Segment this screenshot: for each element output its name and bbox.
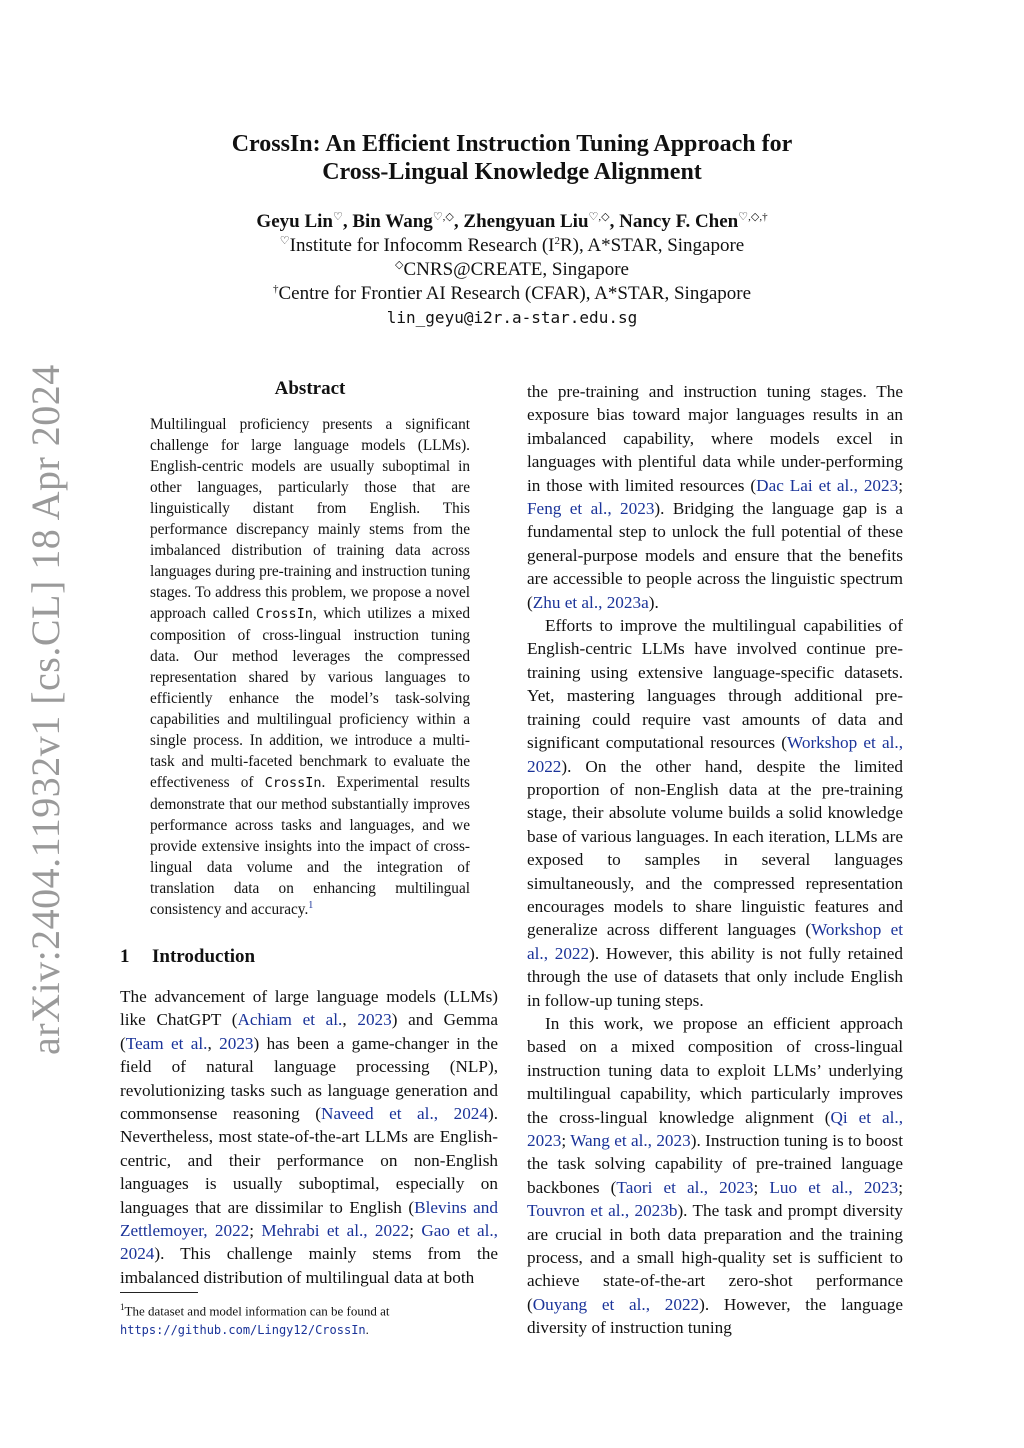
text-run: ). However, this ability is not fully retained through the use of datasets that only include English in follow-up tuning steps.	[527, 943, 903, 1010]
text-run: ;	[561, 1131, 571, 1150]
text-run: ). Nevertheless, most state-of-the-art LLMs are English-centric, and their performance on non-English languages is usually suboptimal, especially on languages that are dissimilar to English (	[120, 1104, 499, 1217]
section-heading-introduction	[120, 946, 255, 968]
citation-link[interactable]: Qi et al., 2023	[527, 1107, 903, 1150]
text-run: ;	[753, 1177, 770, 1197]
method-name-code: CrossIn	[264, 775, 322, 791]
text-run: ,	[207, 1033, 220, 1053]
citation-link[interactable]: Zhu et al., 2023a	[532, 592, 649, 612]
section-title: Introduction	[152, 946, 256, 967]
right-paragraph-3	[527, 1012, 903, 1340]
citation-link[interactable]: Workshop et al., 2022	[527, 920, 903, 963]
author-name: Geyu Lin	[256, 211, 333, 232]
citation-link[interactable]: Gao et al., 2024	[120, 1221, 498, 1264]
arxiv-identifier: arXiv:2404.11932v1 [cs.CL] 18 Apr 2024	[23, 364, 68, 1055]
text-run: ). The task and prompt diversity are crucial in both data preparation and the training process, and a small high-quality set is sufficient to achieve state-of-the-art zero-shot performance (	[527, 1201, 903, 1314]
affiliation-1	[120, 234, 904, 258]
text-run: ). Bridging the language gap is a fundamental step to unlock the full potential of these general-purpose models and ensure that the benefits are accessible to people across the linguistic spectrum (	[527, 499, 904, 612]
text-run: ). However, the language diversity of instruction tuning	[527, 1294, 903, 1338]
right-paragraph-1	[527, 380, 903, 614]
right-paragraph-2	[527, 614, 903, 1012]
citation-link[interactable]: Wang et al., 2023	[570, 1131, 691, 1150]
affiliation-superscript: 2	[554, 235, 560, 247]
citation-link[interactable]: Luo et al., 2023	[769, 1177, 899, 1197]
method-name-code: CrossIn	[255, 606, 313, 622]
text-run: ). On the other hand, despite the limited proportion of non-English data at the pre-training stage, their absolute volume builds a solid knowledge base of various languages. In each iteration, LLMs are exposed to samples in several languages simultaneously, and the compressed representation encourages models to share linguistic features and generalize across different languages (	[527, 756, 903, 940]
citation-link[interactable]: Achiam et al.	[237, 1010, 343, 1030]
footnote-text: The dataset and model information can be found at	[124, 1303, 390, 1319]
footnote	[120, 1298, 500, 1340]
repository-link[interactable]: https://github.com/Lingy12/CrossIn	[120, 1323, 366, 1338]
text-run: In this work, we propose an efficient approach based on a mixed composition of cross-lingual instruction tuning data to exploit LLMs’ underlying multilingual capability, which particularly improves the cross-lingual knowledge alignment (	[527, 1013, 903, 1127]
footnote-divider	[120, 1292, 198, 1293]
citation-link[interactable]: Blevins and Zettlemoyer, 2022	[120, 1197, 498, 1241]
citation-link[interactable]: Ouyang et al., 2022	[532, 1294, 700, 1314]
text-run: ).	[648, 592, 659, 612]
citation-link[interactable]: 2023	[357, 1010, 392, 1030]
citation-link[interactable]: Touvron et al., 2023b	[527, 1201, 678, 1221]
text-run: .	[365, 1322, 369, 1338]
abstract-text	[150, 414, 470, 920]
citation-link[interactable]: Taori et al., 2023	[616, 1177, 754, 1197]
author-name: Zhengyuan Liu	[463, 211, 589, 232]
section-number: 1	[120, 946, 130, 967]
affiliation-mark: ◇	[395, 259, 404, 271]
text-run: ;	[249, 1221, 262, 1241]
title-line-2: Cross-Lingual Knowledge Alignment	[322, 159, 702, 185]
citation-link[interactable]: Workshop et al., 2022	[527, 733, 903, 776]
citation-link[interactable]: Team et al.	[125, 1033, 208, 1053]
affiliation-text: R), A*STAR, Singapore	[559, 235, 745, 256]
right-column	[527, 380, 903, 1340]
text-run: ). This challenge mainly stems from the imbalanced distribution of multilingual data at both	[120, 1244, 498, 1287]
citation-link[interactable]: Dac Lai et al., 2023	[756, 475, 899, 495]
text-run: ) has been a game-changer in the field of natural language processing (NLP), revolutionizing tasks such as language generation and commonsense reasoning (	[120, 1033, 499, 1124]
contact-email: lin_geyu@i2r.a-star.edu.sg	[386, 308, 638, 327]
title-line-1: CrossIn: An Efficient Instruction Tuning Approach for	[231, 131, 793, 157]
text-run: ,	[342, 1010, 358, 1030]
text-run: ). Instruction tuning is to boost the task solving capability of pre-trained language backbones (	[527, 1131, 903, 1197]
author-marks: ♡	[332, 211, 343, 223]
citation-link[interactable]: 2023	[219, 1033, 254, 1053]
paper-title	[120, 130, 904, 186]
affiliation-2	[120, 258, 904, 282]
text-run: ;	[898, 475, 903, 495]
author-marks: ♡,◇,†	[738, 211, 768, 223]
citation-link[interactable]: Naveed et al., 2024	[321, 1104, 488, 1124]
author-list: Geyu Lin♡, Bin Wang♡,◇, Zhengyuan Liu♡,◇, Nancy F. Chen♡,◇,†	[256, 211, 768, 232]
author-name: Bin Wang	[352, 211, 433, 232]
text-run: Efforts to improve the multilingual capabilities of English-centric LLMs have involved continue pre-training using extensive language-specific datasets. Yet, mastering languages through additional pre-training could require vast amounts of data and significant computational resources (	[527, 616, 903, 753]
footnote-marker[interactable]: 1	[308, 900, 314, 911]
text-run: Multilingual proficiency presents a significant challenge for large language models (LLMs). English-centric models are usually suboptimal in other languages, particularly those that are linguistically distant from English. This performance discrepancy mainly stems from the imbalanced distribution of training data across languages during pre-training and instruction tuning stages. To address this problem, we propose a novel approach called	[150, 416, 470, 622]
affiliation-text: Institute for Infocomm Research (I	[289, 235, 555, 256]
author-marks: ♡,◇	[588, 211, 610, 223]
author-block	[120, 210, 904, 330]
affiliation-text: CNRS@CREATE, Singapore	[403, 259, 629, 280]
citation-link[interactable]: Mehrabi et al., 2022	[261, 1221, 410, 1241]
affiliation-text: Centre for Frontier AI Research (CFAR), A*STAR, Singapore	[278, 283, 752, 304]
footnote-number: 1	[120, 1302, 125, 1312]
author-marks: ♡,◇	[432, 211, 454, 223]
text-run: ;	[409, 1221, 422, 1241]
intro-paragraph-1	[120, 985, 498, 1289]
text-run: . Experimental results demonstrate that our method substantially improves performance across tasks and languages, and we provide extensive insights into the impact of cross-lingual data volume and the integration of translation data on enhancing multilingual consistency and accuracy.	[150, 774, 471, 918]
text-run: the pre-training and instruction tuning stages. The exposure bias toward major languages results in an imbalanced capability, where models excel in languages with plentiful data while under-performing in those with limited resources (	[527, 382, 903, 495]
affiliation-3	[120, 282, 904, 306]
text-run: ;	[898, 1177, 903, 1197]
author-name: Nancy F. Chen	[619, 211, 739, 232]
abstract-heading: Abstract	[274, 378, 346, 399]
text-run: The advancement of large language models (LLMs) like ChatGPT (	[120, 987, 498, 1030]
text-run: , which utilizes a mixed composition of cross-lingual instruction tuning data. Our method leverages the compressed representation shared by various languages to efficiently enhance the model’s task-solving capabilities and multilingual proficiency within a single process. In addition, we introduce a multi-task and multi-faceted benchmark to evaluate the effectiveness of	[150, 605, 470, 791]
citation-link[interactable]: Feng et al., 2023	[527, 499, 655, 519]
affiliation-mark: †	[272, 283, 279, 295]
text-run: ) and Gemma (	[120, 1010, 499, 1053]
affiliation-mark: ♡	[279, 235, 290, 247]
